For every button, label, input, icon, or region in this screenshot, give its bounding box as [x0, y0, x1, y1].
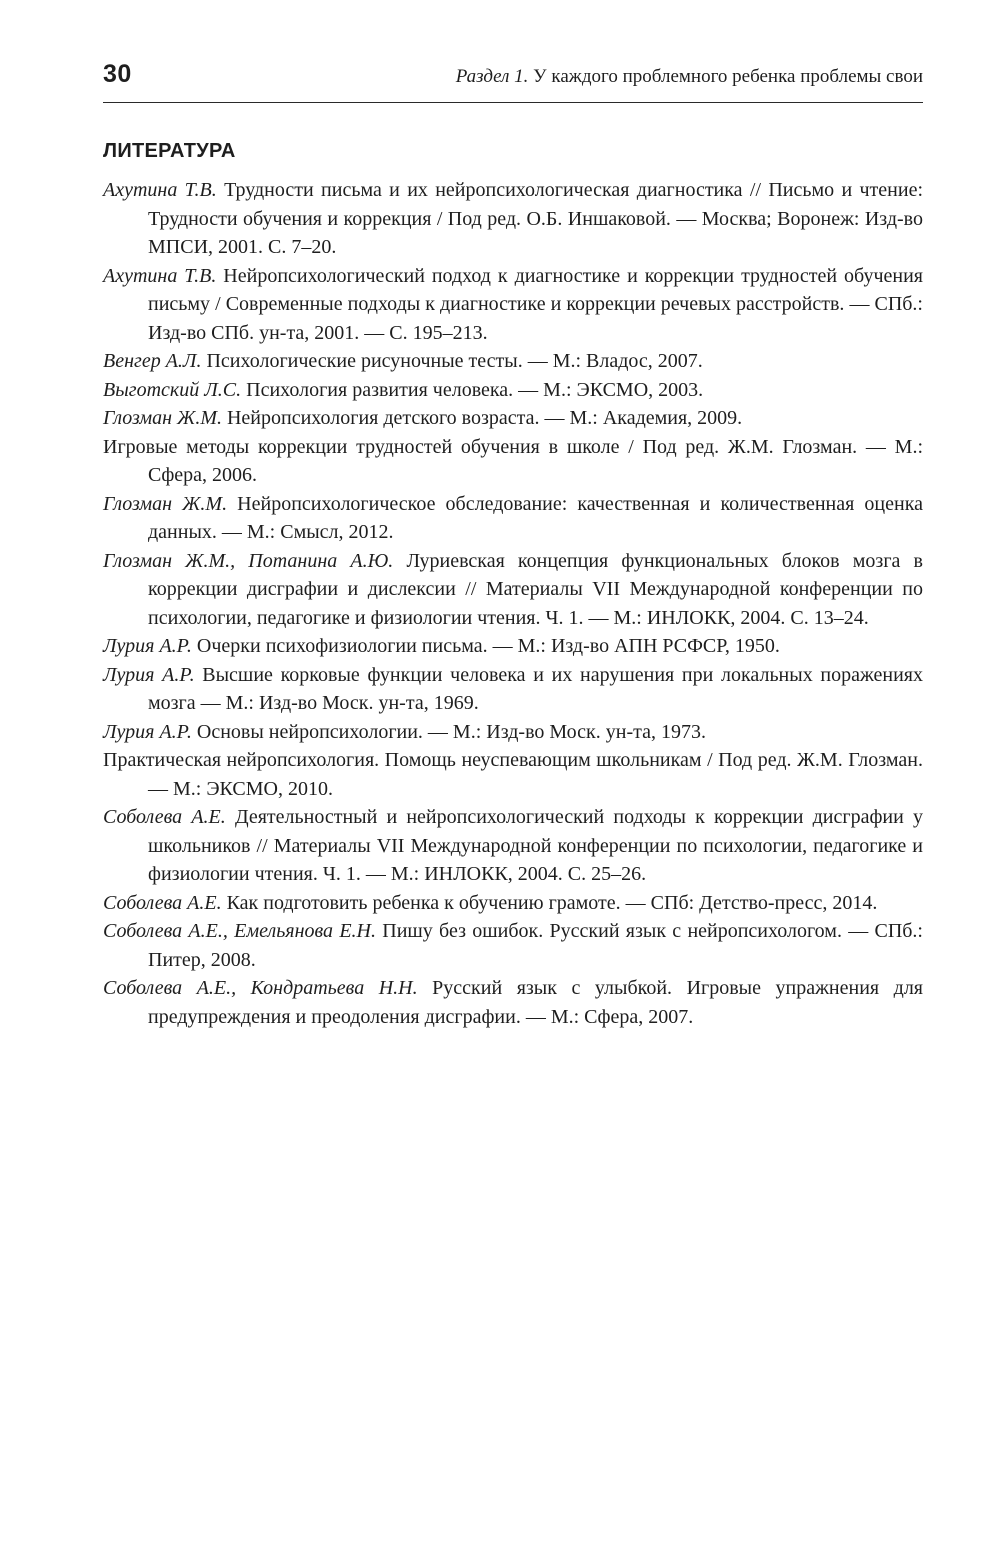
- reference-text: Игровые методы коррекции трудностей обучения в школе / Под ред. Ж.М. Глозман. — М.: Сфера, 2006.: [103, 435, 923, 486]
- reference-text: Нейропсихология детского возраста. — М.: Академия, 2009.: [226, 407, 743, 429]
- reference-author: Глозман Ж.М., Потанина А.Ю.: [103, 549, 394, 572]
- reference-item: [103, 376, 923, 405]
- reference-item: [103, 176, 923, 262]
- reference-author: Лурия А.Р.: [103, 635, 192, 657]
- reference-text: Русский язык с улыбкой. Игровые упражнения для предупреждения и преодоления дисграфии. — М.: Сфера, 2007.: [148, 977, 924, 1028]
- reference-text: Высшие корковые функции человека и их нарушения при локальных поражениях мозга — М.: Изд-во Моск. ун-та, 1969.: [148, 663, 924, 714]
- reference-author: Глозман Ж.М.: [103, 492, 228, 515]
- reference-text: Психологические рисуночные тесты. — М.: Владос, 2007.: [206, 350, 703, 372]
- reference-item: [103, 632, 923, 661]
- reference-item: [103, 661, 923, 718]
- reference-item: [103, 433, 923, 490]
- page-number: 30: [103, 60, 132, 88]
- reference-item: [103, 718, 923, 747]
- reference-item: [103, 803, 923, 889]
- reference-text: Практическая нейропсихология. Помощь неуспевающим школьникам / Под ред. Ж.М. Глозман. — М.: ЭКСМО, 2010.: [103, 749, 923, 800]
- reference-author: Соболева А.Е.: [103, 806, 226, 828]
- reference-text: Нейропсихологический подход к диагностике и коррекции трудностей обучения письму / Современные подходы к диагностике и коррекции речевых расстройств. — СПб.: Изд-во СПб. ун-та, 2001. — С. 195–213.: [148, 264, 923, 344]
- running-header: [103, 60, 923, 103]
- reference-author: Ахутина Т.В.: [103, 179, 217, 201]
- section-title: У каждого проблемного ребенка проблемы свои: [533, 66, 923, 87]
- reference-item: [103, 490, 923, 547]
- reference-item: [103, 889, 923, 918]
- book-page: [103, 60, 923, 1031]
- reference-author: Соболева А.Е., Емельянова Е.Н.: [103, 920, 376, 942]
- reference-item: [103, 974, 923, 1031]
- reference-author: Ахутина Т.В.: [103, 264, 217, 287]
- reference-item: [103, 547, 923, 633]
- reference-text: Трудности письма и их нейропсихологическая диагностика // Письмо и чтение: Трудности обучения и коррекция / Под ред. О.Б. Иншаковой. — Москва; Воронеж: Изд-во МПСИ, 2001. С. 7–20.: [148, 179, 923, 258]
- reference-author: Выготский Л.С.: [103, 378, 242, 401]
- reference-item: [103, 917, 923, 974]
- reference-list: [103, 176, 923, 1031]
- section-heading: ЛИТЕРАТУРА: [103, 140, 236, 162]
- reference-author: Соболева А.Е., Кондратьева Н.Н.: [103, 977, 418, 999]
- reference-author: Лурия А.Р.: [103, 720, 192, 743]
- reference-item: [103, 347, 923, 376]
- reference-author: Лурия А.Р.: [103, 663, 195, 686]
- reference-author: Венгер А.Л.: [103, 350, 202, 372]
- reference-item: [103, 746, 923, 803]
- running-header-title: [456, 66, 923, 88]
- reference-text: Пишу без ошибок. Русский язык с нейропсихологом. — СПб.: Питер, 2008.: [148, 920, 923, 971]
- reference-author: Глозман Ж.М.: [103, 407, 222, 429]
- reference-text: Деятельностный и нейропсихологический подходы к коррекции дисграфии у школьников // Материалы VII Международной конференции по психологии, педагогике и физиологии чтения. Ч. 1. — М.: ИНЛОКК, 2004. С. 25–26.: [148, 806, 924, 885]
- reference-text: Основы нейропсихологии. — М.: Изд-во Моск. ун-та, 1973.: [196, 720, 706, 743]
- reference-text: Психология развития человека. — М.: ЭКСМО, 2003.: [246, 378, 704, 401]
- reference-item: [103, 404, 923, 433]
- reference-text: Луриевская концепция функциональных блоков мозга в коррекции дисграфии и дислексии // Материалы VII Международной конференции по психологии, педагогике и физиологии чтения. Ч. 1. — М.: ИНЛОКК, 2004. С. 13–24.: [148, 549, 923, 629]
- section-label: Раздел 1.: [455, 66, 529, 87]
- reference-text: Как подготовить ребенка к обучению грамоте. — СПб: Детство-пресс, 2014.: [226, 891, 878, 914]
- reference-item: [103, 262, 923, 348]
- reference-text: Очерки психофизиологии письма. — М.: Изд-во АПН РСФСР, 1950.: [196, 635, 780, 657]
- reference-author: Соболева А.Е.: [103, 891, 222, 914]
- reference-text: Нейропсихологическое обследование: качественная и количественная оценка данных. — М.: Смысл, 2012.: [148, 492, 923, 543]
